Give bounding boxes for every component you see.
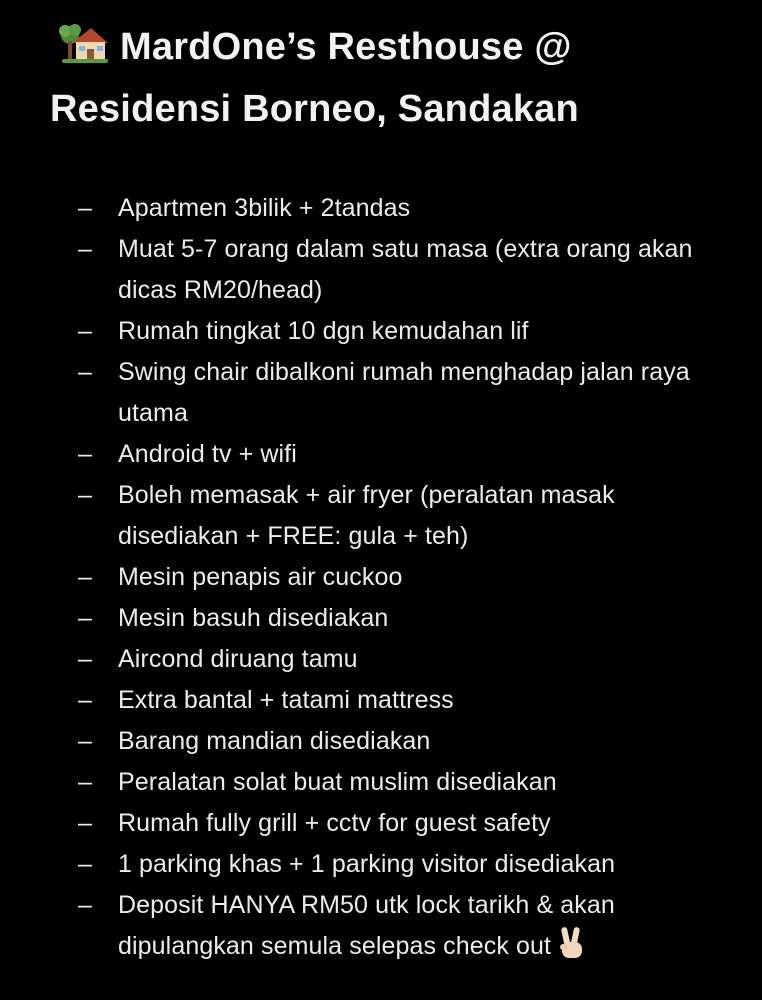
list-item-text: Mesin basuh disediakan [118, 604, 389, 632]
house-with-garden-icon [58, 23, 110, 63]
list-bullet: – [78, 727, 93, 755]
list-bullet: – [78, 317, 93, 345]
list-item-text: Muat 5-7 orang dalam satu masa (extra orang akan dicas RM20/head) [118, 235, 693, 304]
list-item-text: Aircond diruang tamu [118, 645, 358, 673]
list-item [0, 803, 762, 844]
list-item-text: Apartmen 3bilik + 2tandas [118, 194, 411, 222]
feature-list [0, 188, 762, 967]
list-item-text: Mesin penapis air cuckoo [118, 563, 403, 591]
list-item-text: Android tv + wifi [118, 440, 297, 468]
list-bullet: – [78, 604, 93, 632]
list-item [0, 639, 762, 680]
list-item [0, 721, 762, 762]
list-item [0, 885, 762, 967]
list-item [0, 598, 762, 639]
victory-hand-icon [557, 926, 587, 960]
list-bullet: – [78, 645, 93, 673]
list-item [0, 352, 762, 434]
list-bullet: – [78, 768, 93, 796]
list-bullet: – [78, 481, 93, 509]
list-bullet: – [78, 440, 93, 468]
list-bullet: – [78, 563, 93, 591]
list-item [0, 680, 762, 721]
list-bullet: – [78, 194, 93, 222]
list-item-text: Extra bantal + tatami mattress [118, 686, 454, 714]
note-title [50, 16, 750, 140]
list-item [0, 475, 762, 557]
list-item [0, 434, 762, 475]
list-bullet: – [78, 850, 93, 878]
list-bullet: – [78, 809, 93, 837]
list-bullet: – [78, 891, 93, 919]
list-item-text: Boleh memasak + air fryer (peralatan masak disediakan + FREE: gula + teh) [118, 481, 615, 550]
list-item [0, 762, 762, 803]
list-item [0, 557, 762, 598]
list-bullet: – [78, 358, 93, 386]
list-item-text: Barang mandian disediakan [118, 727, 431, 755]
note-title-text: MardOne’s Resthouse @ Residensi Borneo, Sandakan [50, 26, 579, 130]
list-item-text: Swing chair dibalkoni rumah menghadap jalan raya utama [118, 358, 690, 427]
list-bullet: – [78, 686, 93, 714]
list-item [0, 311, 762, 352]
list-item [0, 844, 762, 885]
list-item-text: Peralatan solat buat muslim disediakan [118, 768, 557, 796]
list-item-text: 1 parking khas + 1 parking visitor disediakan [118, 850, 616, 878]
list-item [0, 188, 762, 229]
list-bullet: – [78, 235, 93, 263]
list-item [0, 229, 762, 311]
list-item-text: Rumah fully grill + cctv for guest safety [118, 809, 551, 837]
list-item-text: Rumah tingkat 10 dgn kemudahan lif [118, 317, 529, 345]
list-item-text: Deposit HANYA RM50 utk lock tarikh & akan dipulangkan semula selepas check out [118, 891, 615, 960]
